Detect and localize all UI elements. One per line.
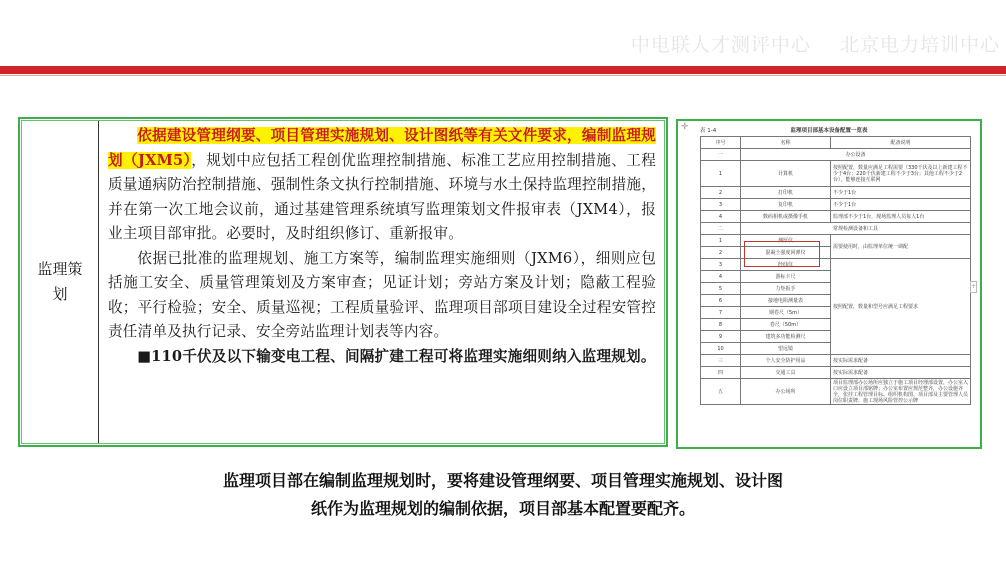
- highlight-text-2: 编制监理规划（JXM5）: [108, 127, 656, 169]
- equipment-table-panel: [676, 119, 982, 449]
- table-row: [701, 161, 971, 187]
- table-row: [701, 187, 971, 199]
- header-name: 名称: [741, 137, 831, 149]
- row-label-line1: 监理策: [37, 260, 83, 278]
- cell-no: 9: [701, 331, 741, 343]
- cell-no: 5: [701, 283, 741, 295]
- cell-section: 常规检测设备和工具: [741, 223, 971, 235]
- org-title-1: 中电联人才测评中心: [630, 34, 811, 56]
- cell-no: 一: [701, 149, 741, 161]
- org-title-2: 北京电力培训中心: [839, 34, 1000, 56]
- table-row: [701, 259, 971, 271]
- header-note: 配备说明: [831, 137, 971, 149]
- cell-note: 不少于1台: [831, 199, 971, 211]
- cell-note: 按照配置，数量应满足工程需要（330千伏及以上新建工程不少于4台；220千伏新建工程不少于3台；其他工程不少于2台），能够连接互联网: [831, 161, 971, 187]
- cell-name: 打印机: [741, 187, 831, 199]
- row-label: [32, 257, 88, 307]
- paragraph-3-note: ■110千伏及以下输变电工程、间隔扩建工程可将监理实施细则纳入监理规划。: [137, 347, 656, 365]
- cell-no: 2: [701, 247, 741, 259]
- header-no: 序号: [701, 137, 741, 149]
- cell-no: 7: [701, 307, 741, 319]
- cell-name: 建筑多功能检测尺: [741, 331, 831, 343]
- highlight-text-1: 依据建设管理纲要、项目管理实施规划、设计图纸等有关文件要求，: [137, 127, 582, 144]
- cell-name: 办公场所: [741, 379, 831, 405]
- table-row: [701, 211, 971, 223]
- cell-no: 1: [701, 235, 741, 247]
- cell-no: 3: [701, 199, 741, 211]
- cell-name: 数码相机或摄像手机: [741, 211, 831, 223]
- paragraph-1: [108, 124, 656, 247]
- table-header-row: [701, 137, 971, 149]
- table-row: [701, 379, 971, 405]
- header-org-titles: [609, 30, 1000, 57]
- cell-name: 复印机: [741, 199, 831, 211]
- cell-name: 交通工具: [741, 367, 831, 379]
- cell-no: 4: [701, 271, 741, 283]
- equipment-table: [700, 136, 971, 405]
- table-row: [701, 223, 971, 235]
- cell-no: 四: [701, 367, 741, 379]
- cell-note: 按实际需求配备: [831, 367, 971, 379]
- caption-line-2: 纸作为监理规划的编制依据，项目部基本配置要配齐。: [310, 499, 695, 518]
- cell-no: 6: [701, 295, 741, 307]
- left-text-panel: [18, 117, 668, 447]
- cell-no: 8: [701, 319, 741, 331]
- cell-no: 10: [701, 343, 741, 355]
- cell-name: 混凝土强度回弹仪: [741, 247, 831, 259]
- row-label-line2: 划: [52, 285, 68, 303]
- cell-name: 测厚仪: [741, 235, 831, 247]
- cell-note: 按实际需求配备: [831, 355, 971, 367]
- table-title: 监理项目部基本设备配置一览表: [790, 128, 868, 134]
- cell-note: 监理部不少于1台，现场监理人员每人1台: [831, 211, 971, 223]
- cell-name: 望远镜: [741, 343, 831, 355]
- move-handle-icon[interactable]: ✛: [681, 122, 689, 132]
- table-number-label: 表 1-4: [700, 128, 717, 134]
- table-row: [701, 235, 971, 247]
- cell-name: 钢卷尺（5m）: [741, 307, 831, 319]
- cell-no: 4: [701, 211, 741, 223]
- cell-name: 游标卡尺: [741, 271, 831, 283]
- cell-no: 二: [701, 223, 741, 235]
- slide-caption: [150, 467, 856, 523]
- cell-name: 经纬仪: [741, 259, 831, 271]
- cell-name: 力矩扳手: [741, 283, 831, 295]
- content-cell: [108, 124, 656, 369]
- scroll-marker[interactable]: +: [970, 281, 977, 293]
- cell-no: 五: [701, 379, 741, 405]
- cell-name: 个人安全防护用品: [741, 355, 831, 367]
- cell-name: 接地电阻测量表: [741, 295, 831, 307]
- header-red-band: [0, 66, 1006, 74]
- table-row: [701, 199, 971, 211]
- table-row: [701, 367, 971, 379]
- table-row: [701, 355, 971, 367]
- cell-no: 1: [701, 161, 741, 187]
- caption-line-1: 监理项目部在编制监理规划时，要将建设管理纲要、项目管理实施规划、设计图: [222, 471, 783, 490]
- table-body: [701, 149, 971, 405]
- cell-name: 计算机: [741, 161, 831, 187]
- cell-name: 卷尺（50m）: [741, 319, 831, 331]
- cell-no: 三: [701, 355, 741, 367]
- paragraph-1-rest: ，规划中应包括工程创优监理控制措施、标准工艺应用控制措施、工程质量通病防治控制措施、强制性条文执行控制措施、环境与水土保持监理控制措施，并在第一次工地会议前，通过基建管理系统填写监理策划文件报审表（JXM4），报业主项目部审批。必要时，及时组织修订、重新报审。: [108, 151, 657, 242]
- cell-note: 不少于1台: [831, 187, 971, 199]
- highlight-box: [744, 241, 820, 267]
- cell-note: 按照配置，数量和型号应满足工程要求: [831, 259, 971, 355]
- cell-section: 办公设备: [741, 149, 971, 161]
- header-red-line: [0, 75, 1006, 76]
- cell-no: 2: [701, 187, 741, 199]
- table-row: [701, 149, 971, 161]
- paragraph-2: 依据已批准的监理规划、施工方案等，编制监理实施细则（JXM6），细则应包括施工安全、质量管理策划及方案审查；见证计划；旁站方案及计划；隐蔽工程验收；平行检验；安全、质量巡视；工程质量验评、监理项目部项目建设全过程安管控责任清单及执行记录、安全旁站监理计划表等内容。: [108, 249, 656, 340]
- row-label-cell: [22, 121, 99, 443]
- cell-note: 项目监理部办公场所应独立于施工项目经理部设置，办公室入口应设立项目部铭牌；办公室布置应规范整齐，办公设施齐全，张挂工程管理目标、组织机构图、项目部及主要管理人员岗位职责牌、施工现场风险管控公示牌: [831, 379, 971, 405]
- cell-note: 需要使用时，由监理单位统一调配: [831, 235, 971, 259]
- cell-no: 3: [701, 259, 741, 271]
